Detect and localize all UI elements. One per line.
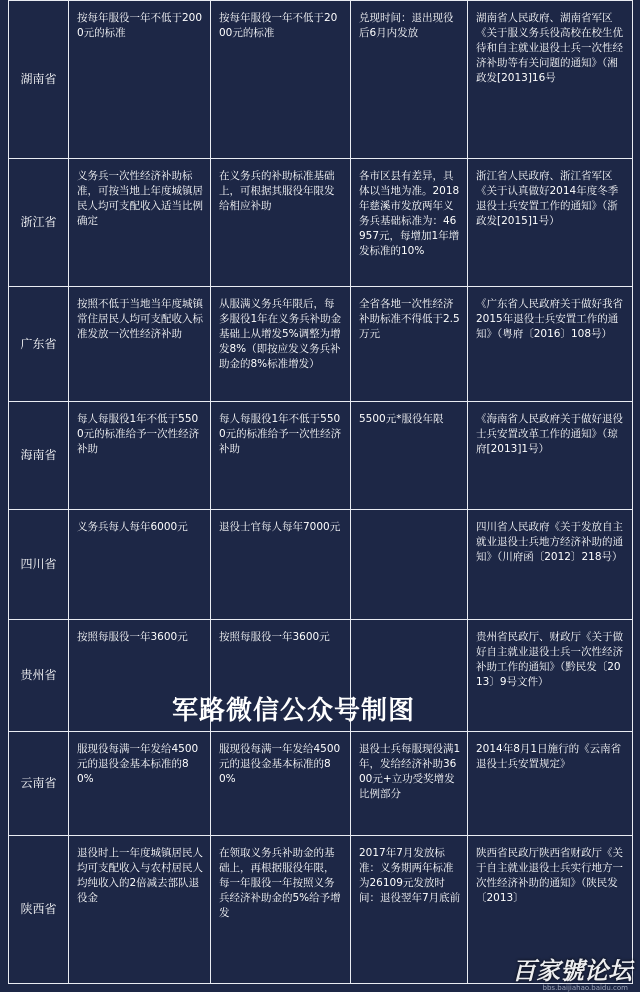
payment-note-cell: 兑现时间：退出现役后6月内发放 [351, 1, 468, 159]
subsidy-standard-cell: 义务兵一次性经济补助标准，可按当地上年度城镇居民人均可支配收入适当比例确定 [69, 159, 211, 287]
nco-standard-cell: 按照每服役一年3600元 [211, 620, 351, 732]
table-row [9, 287, 633, 402]
policy-document-cell: 四川省人民政府《关于发放自主就业退役士兵地方经济补助的通知》（川府函〔2012〕218号） [468, 510, 633, 620]
nco-standard-cell: 按每年服役一年不低于2000元的标准 [211, 1, 351, 159]
province-cell: 贵州省 [9, 620, 69, 732]
subsidy-standard-cell: 按每年服役一年不低于2000元的标准 [69, 1, 211, 159]
nco-standard-cell: 在领取义务兵补助金的基础上，再根据服役年限，每一年服役一年按照义务兵经济补助金的5%给予增发 [211, 836, 351, 984]
payment-note-cell: 各市区县有差异，具体以当地为准。2018年慈溪市发放两年义务兵基础标准为：46957元，每增加1年增发标准的10% [351, 159, 468, 287]
nco-standard-cell: 服现役每满一年发给4500元的退役金基本标准的80% [211, 732, 351, 836]
site-logo: 百家號论坛 [512, 956, 632, 985]
province-cell: 海南省 [9, 402, 69, 510]
watermark-text: 军路微信公众号制图 [172, 696, 416, 726]
subsidy-standard-cell: 退役时上一年度城镇居民人均可支配收入与农村居民人均纯收入的2倍减去部队退役金 [69, 836, 211, 984]
province-cell: 云南省 [9, 732, 69, 836]
subsidy-standard-cell: 每人每服役1年不低于5500元的标准给予一次性经济补助 [69, 402, 211, 510]
province-cell: 四川省 [9, 510, 69, 620]
nco-standard-cell: 每人每服役1年不低于5500元的标准给予一次性经济补助 [211, 402, 351, 510]
payment-note-cell [351, 510, 468, 620]
table-row [9, 1, 633, 159]
table-row [9, 402, 633, 510]
nco-standard-cell: 退役士官每人每年7000元 [211, 510, 351, 620]
site-logo-url: bbs.baijiahao.baidu.com [542, 984, 628, 992]
payment-note-cell: 2017年7月发放标准：义务期两年标准为26109元发放时间：退役翌年7月底前 [351, 836, 468, 984]
province-cell: 陕西省 [9, 836, 69, 984]
policy-document-cell: 贵州省民政厅、财政厅《关于做好自主就业退役士兵一次性经济补助工作的通知》（黔民发〔2013〕9号文件） [468, 620, 633, 732]
subsidy-standard-cell: 按照不低于当地当年度城镇常住居民人均可支配收入标准发放一次性经济补助 [69, 287, 211, 402]
policy-document-cell: 《海南省人民政府关于做好退役士兵安置改革工作的通知》（琼府[2013]1号） [468, 402, 633, 510]
table-row [9, 159, 633, 287]
province-cell: 浙江省 [9, 159, 69, 287]
nco-standard-cell: 在义务兵的补助标准基础上，可根据其服役年限发给相应补助 [211, 159, 351, 287]
policy-document-cell: 陕西省民政厅陕西省财政厅《关于自主就业退役士兵实行地方一次性经济补助的通知》（陕民发〔2013〕 [468, 836, 633, 984]
province-cell: 湖南省 [9, 1, 69, 159]
policy-document-cell: 湖南省人民政府、湖南省军区《关于服义务兵役高校在校生优待和自主就业退役士兵一次性经济补助等有关问题的通知》（湘政发[2013]16号 [468, 1, 633, 159]
policy-document-cell: 2014年8月1日施行的《云南省退役士兵安置规定》 [468, 732, 633, 836]
subsidy-standard-cell: 义务兵每人每年6000元 [69, 510, 211, 620]
payment-note-cell: 5500元*服役年限 [351, 402, 468, 510]
payment-note-cell: 全省各地一次性经济补助标准不得低于2.5万元 [351, 287, 468, 402]
policy-document-cell: 《广东省人民政府关于做好我省2015年退役士兵安置工作的通知》（粤府〔2016〕108号） [468, 287, 633, 402]
policy-document-cell: 浙江省人民政府、浙江省军区《关于认真做好2014年度冬季退役士兵安置工作的通知》（浙政发[2015]1号） [468, 159, 633, 287]
province-cell: 广东省 [9, 287, 69, 402]
table-row [9, 732, 633, 836]
payment-note-cell: 退役士兵每服现役满1年，发给经济补助3600元+立功受奖增发比例部分 [351, 732, 468, 836]
subsidy-table [8, 0, 633, 984]
subsidy-standard-cell: 服现役每满一年发给4500元的退役金基本标准的80% [69, 732, 211, 836]
table-row [9, 510, 633, 620]
nco-standard-cell: 从服满义务兵年限后，每多服役1年在义务兵补助金基础上从增发5%调整为增发8%（即按应发义务兵补助金的8%标准增发） [211, 287, 351, 402]
subsidy-standard-cell: 按照每服役一年3600元 [69, 620, 211, 732]
